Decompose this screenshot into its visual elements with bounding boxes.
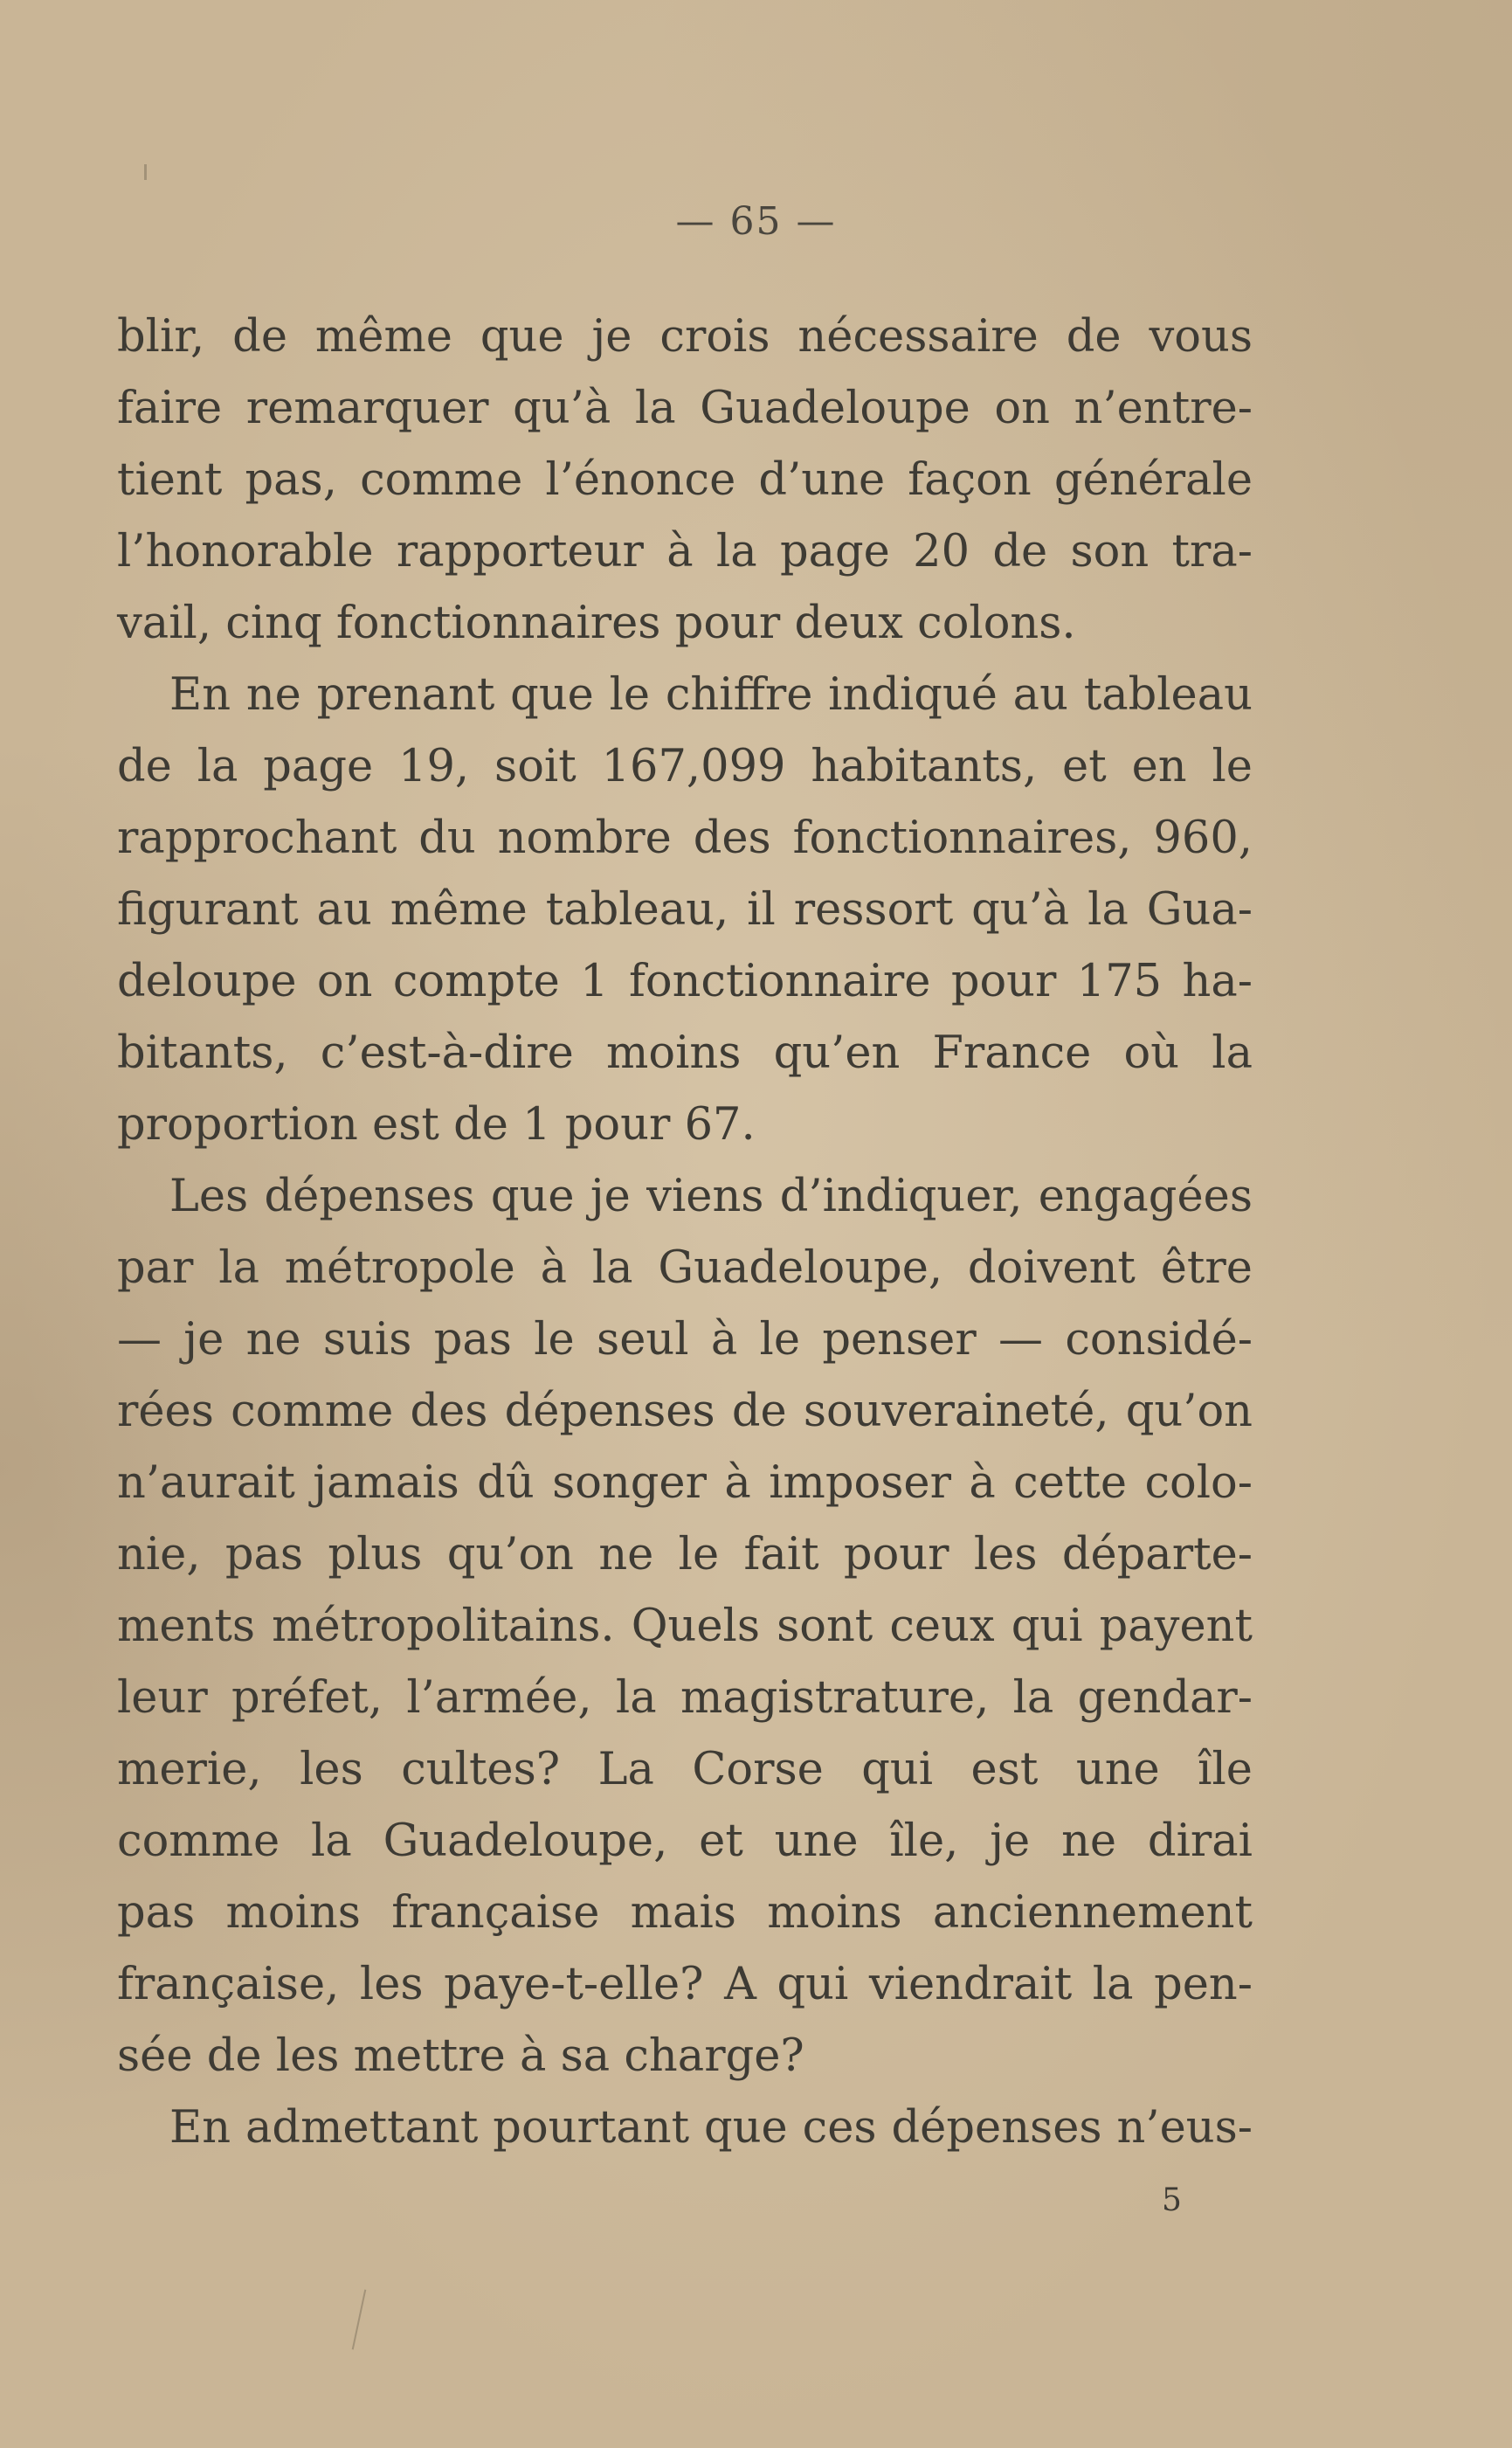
text-line: blir, de même que je crois nécessaire de vous: [117, 311, 1253, 363]
text-line: faire remarquer qu’à la Guadeloupe on n’entre-: [117, 383, 1253, 434]
text-line: proportion est de 1 pour 67.: [117, 1099, 756, 1151]
text-line: leur préfet, l’armée, la magistrature, la gendar-: [117, 1672, 1253, 1724]
text-line: bitants, c’est-à-dire moins qu’en France où la: [117, 1027, 1253, 1079]
text-line: merie, les cultes? La Corse qui est une île: [117, 1744, 1253, 1795]
paper-blemish: [144, 164, 147, 180]
text-line: n’aurait jamais dû songer à imposer à cette colo-: [117, 1457, 1253, 1509]
text-line: vail, cinq fonctionnaires pour deux colons.: [117, 598, 1076, 649]
text-line: — je ne suis pas le seul à le penser — considé-: [117, 1314, 1253, 1366]
text-line: figurant au même tableau, il ressort qu’à la Gua-: [117, 884, 1253, 936]
text-line: sée de les mettre à sa charge?: [117, 2030, 804, 2082]
text-line: tient pas, comme l’énonce d’une façon générale: [117, 454, 1253, 506]
body-text: [117, 301, 1253, 2164]
text-line: rapprochant du nombre des fonctionnaires, 960,: [117, 813, 1253, 864]
text-line: comme la Guadeloupe, et une île, je ne dirai: [117, 1815, 1253, 1867]
text-line: nie, pas plus qu’on ne le fait pour les départe-: [117, 1529, 1253, 1580]
text-line: Les dépenses que je viens d’indiquer, engagées: [169, 1171, 1253, 1222]
text-line: rées comme des dépenses de souveraineté, qu’on: [117, 1386, 1253, 1437]
text-line: En admettant pourtant que ces dépenses n’eus-: [169, 2102, 1253, 2154]
text-line: ments métropolitains. Quels sont ceux qui payent: [117, 1601, 1253, 1652]
signature-mark: 5: [1162, 2182, 1182, 2218]
text-line: pas moins française mais moins anciennement: [117, 1887, 1253, 1939]
text-line: En ne prenant que le chiffre indiqué au tableau: [169, 669, 1253, 721]
paper-blemish: [352, 2290, 367, 2350]
text-line: de la page 19, soit 167,099 habitants, et en le: [117, 741, 1253, 792]
text-line: par la métropole à la Guadeloupe, doivent être: [117, 1242, 1253, 1294]
text-line: deloupe on compte 1 fonctionnaire pour 175 ha-: [117, 956, 1253, 1007]
page-number-header: — 65 —: [675, 199, 837, 244]
text-line: française, les paye-t-elle? A qui viendrait la pen-: [117, 1959, 1253, 2010]
text-line: l’honorable rapporteur à la page 20 de son tra-: [117, 526, 1253, 577]
